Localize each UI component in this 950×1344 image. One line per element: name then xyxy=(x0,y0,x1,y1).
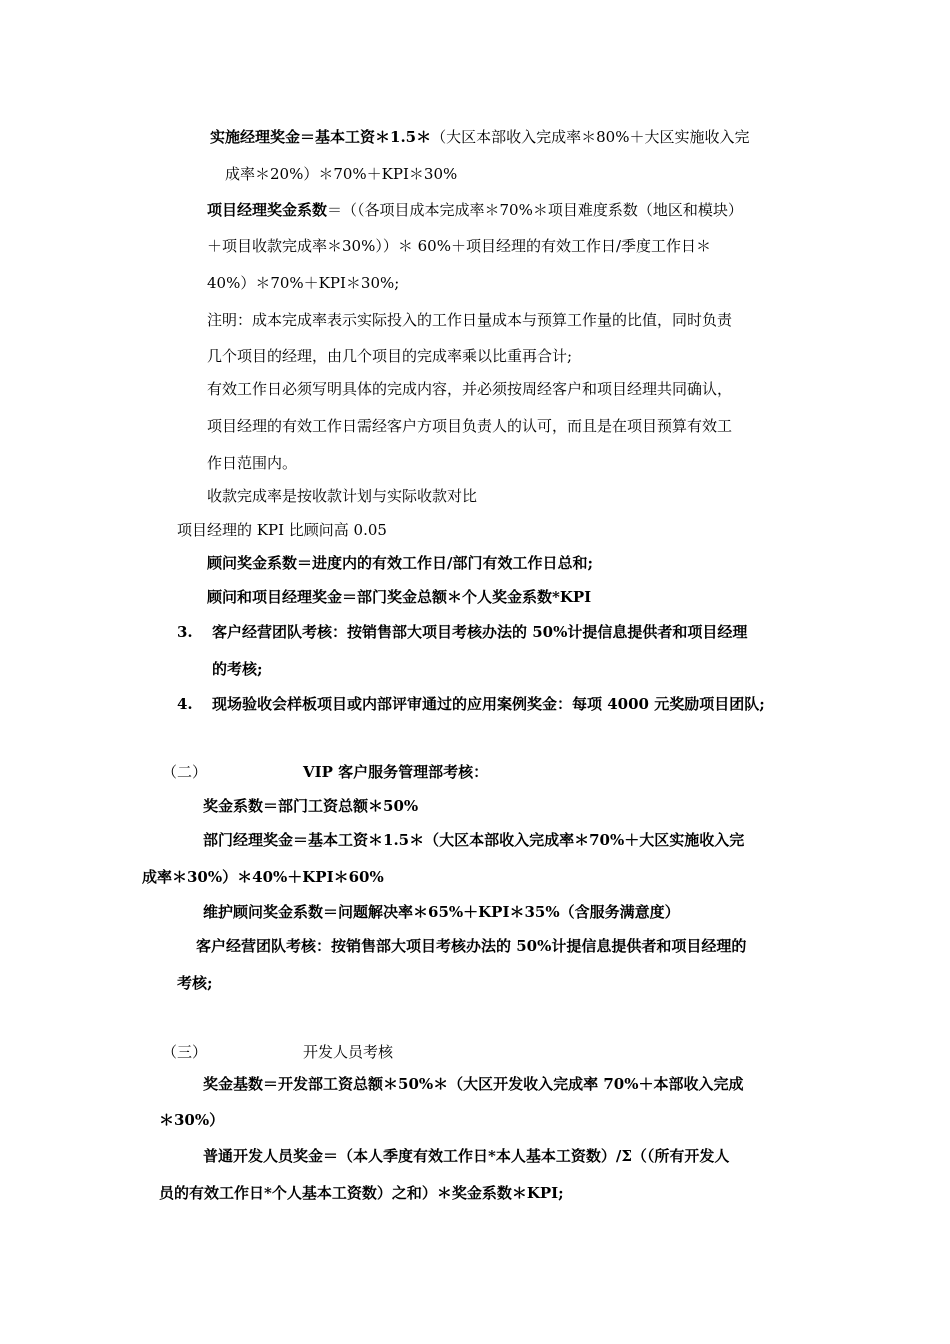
item4-number: 4. xyxy=(177,695,193,713)
effective-days-line1: 有效工作日必须写明具体的完成内容，并必须按周经客户和项目经理共同确认， xyxy=(207,380,733,398)
vip-dept-manager-bonus-line1: 部门经理奖金＝基本工资＊1.5＊（大区本部收入完成率＊70%＋大区实施收入完 xyxy=(203,831,745,849)
section-vip-number: （二） xyxy=(162,763,208,781)
section-dev-title: 开发人员考核 xyxy=(303,1043,394,1061)
vip-maint-consultant: 维护顾问奖金系数＝问题解决率＊65%＋KPI＊35%（含服务满意度） xyxy=(203,903,680,921)
item3-number: 3. xyxy=(177,623,193,641)
item4-text: 现场验收会样板项目或内部评审通过的应用案例奖金：每项 4000 元奖励项目团队; xyxy=(212,695,765,713)
vip-dept-manager-bonus-line2: 成率＊30%）＊40%＋KPI＊60% xyxy=(142,868,384,886)
impl-manager-bonus-line1 xyxy=(210,127,749,147)
pm-coeff-line3: 40%）＊70%＋KPI＊30%; xyxy=(207,274,400,292)
pm-coeff-line2: ＋项目收款完成率＊30%））＊ 60%＋项目经理的有效工作日/季度工作日＊ xyxy=(207,237,712,255)
impl-manager-bonus-formula: （大区本部收入完成率＊80%＋大区实施收入完 xyxy=(431,128,750,146)
impl-manager-bonus-label: 实施经理奖金＝基本工资＊1.5＊ xyxy=(210,128,432,146)
vip-bonus-coeff: 奖金系数＝部门工资总额＊50% xyxy=(203,797,419,815)
pm-coeff-formula: ＝（（各项目成本完成率＊70%＊项目难度系数（地区和模块） xyxy=(327,201,743,219)
collection-rate-text: 收款完成率是按收款计划与实际收款对比 xyxy=(207,487,478,505)
section-vip-title: VIP 客户服务管理部考核： xyxy=(303,763,489,781)
consultant-coeff-text: 顾问奖金系数＝进度内的有效工作日/部门有效工作日总和; xyxy=(207,554,594,572)
note-line1: 注明：成本完成率表示实际投入的工作日量成本与预算工作量的比值，同时负责 xyxy=(207,311,733,329)
consultant-pm-bonus-text: 顾问和项目经理奖金＝部门奖金总额＊个人奖金系数*KPI xyxy=(207,588,592,606)
pm-kpi-text: 项目经理的 KPI 比顾问高 0.05 xyxy=(177,521,387,539)
vip-customer-team-line1: 客户经营团队考核：按销售部大项目考核办法的 50%计提信息提供者和项目经理的 xyxy=(196,937,747,955)
effective-days-line2: 项目经理的有效工作日需经客户方项目负责人的认可，而且是在项目预算有效工 xyxy=(207,417,733,435)
dev-developer-bonus-line1: 普通开发人员奖金＝（本人季度有效工作日*本人基本工资数）/Σ（（所有开发人 xyxy=(203,1147,730,1165)
section-dev-number: （三） xyxy=(162,1043,208,1061)
pm-coeff-line1 xyxy=(207,200,743,220)
dev-bonus-base-line2: ＊30%） xyxy=(159,1111,225,1129)
dev-bonus-base-line1: 奖金基数＝开发部工资总额＊50%＊（大区开发收入完成率 70%＋本部收入完成 xyxy=(203,1075,744,1093)
pm-coeff-label: 项目经理奖金系数 xyxy=(207,201,328,219)
item3-line1: 客户经营团队考核：按销售部大项目考核办法的 50%计提信息提供者和项目经理 xyxy=(212,623,748,641)
effective-days-line3: 作日范围内。 xyxy=(207,454,298,472)
item3-line2: 的考核; xyxy=(212,660,263,678)
vip-customer-team-line2: 考核; xyxy=(177,974,213,992)
dev-developer-bonus-line2: 员的有效工作日*个人基本工资数）之和）＊奖金系数＊KPI; xyxy=(159,1184,564,1202)
note-line2: 几个项目的经理，由几个项目的完成率乘以比重再合计; xyxy=(207,347,573,365)
impl-manager-bonus-line2: 成率＊20%）＊70%＋KPI＊30% xyxy=(225,165,458,183)
